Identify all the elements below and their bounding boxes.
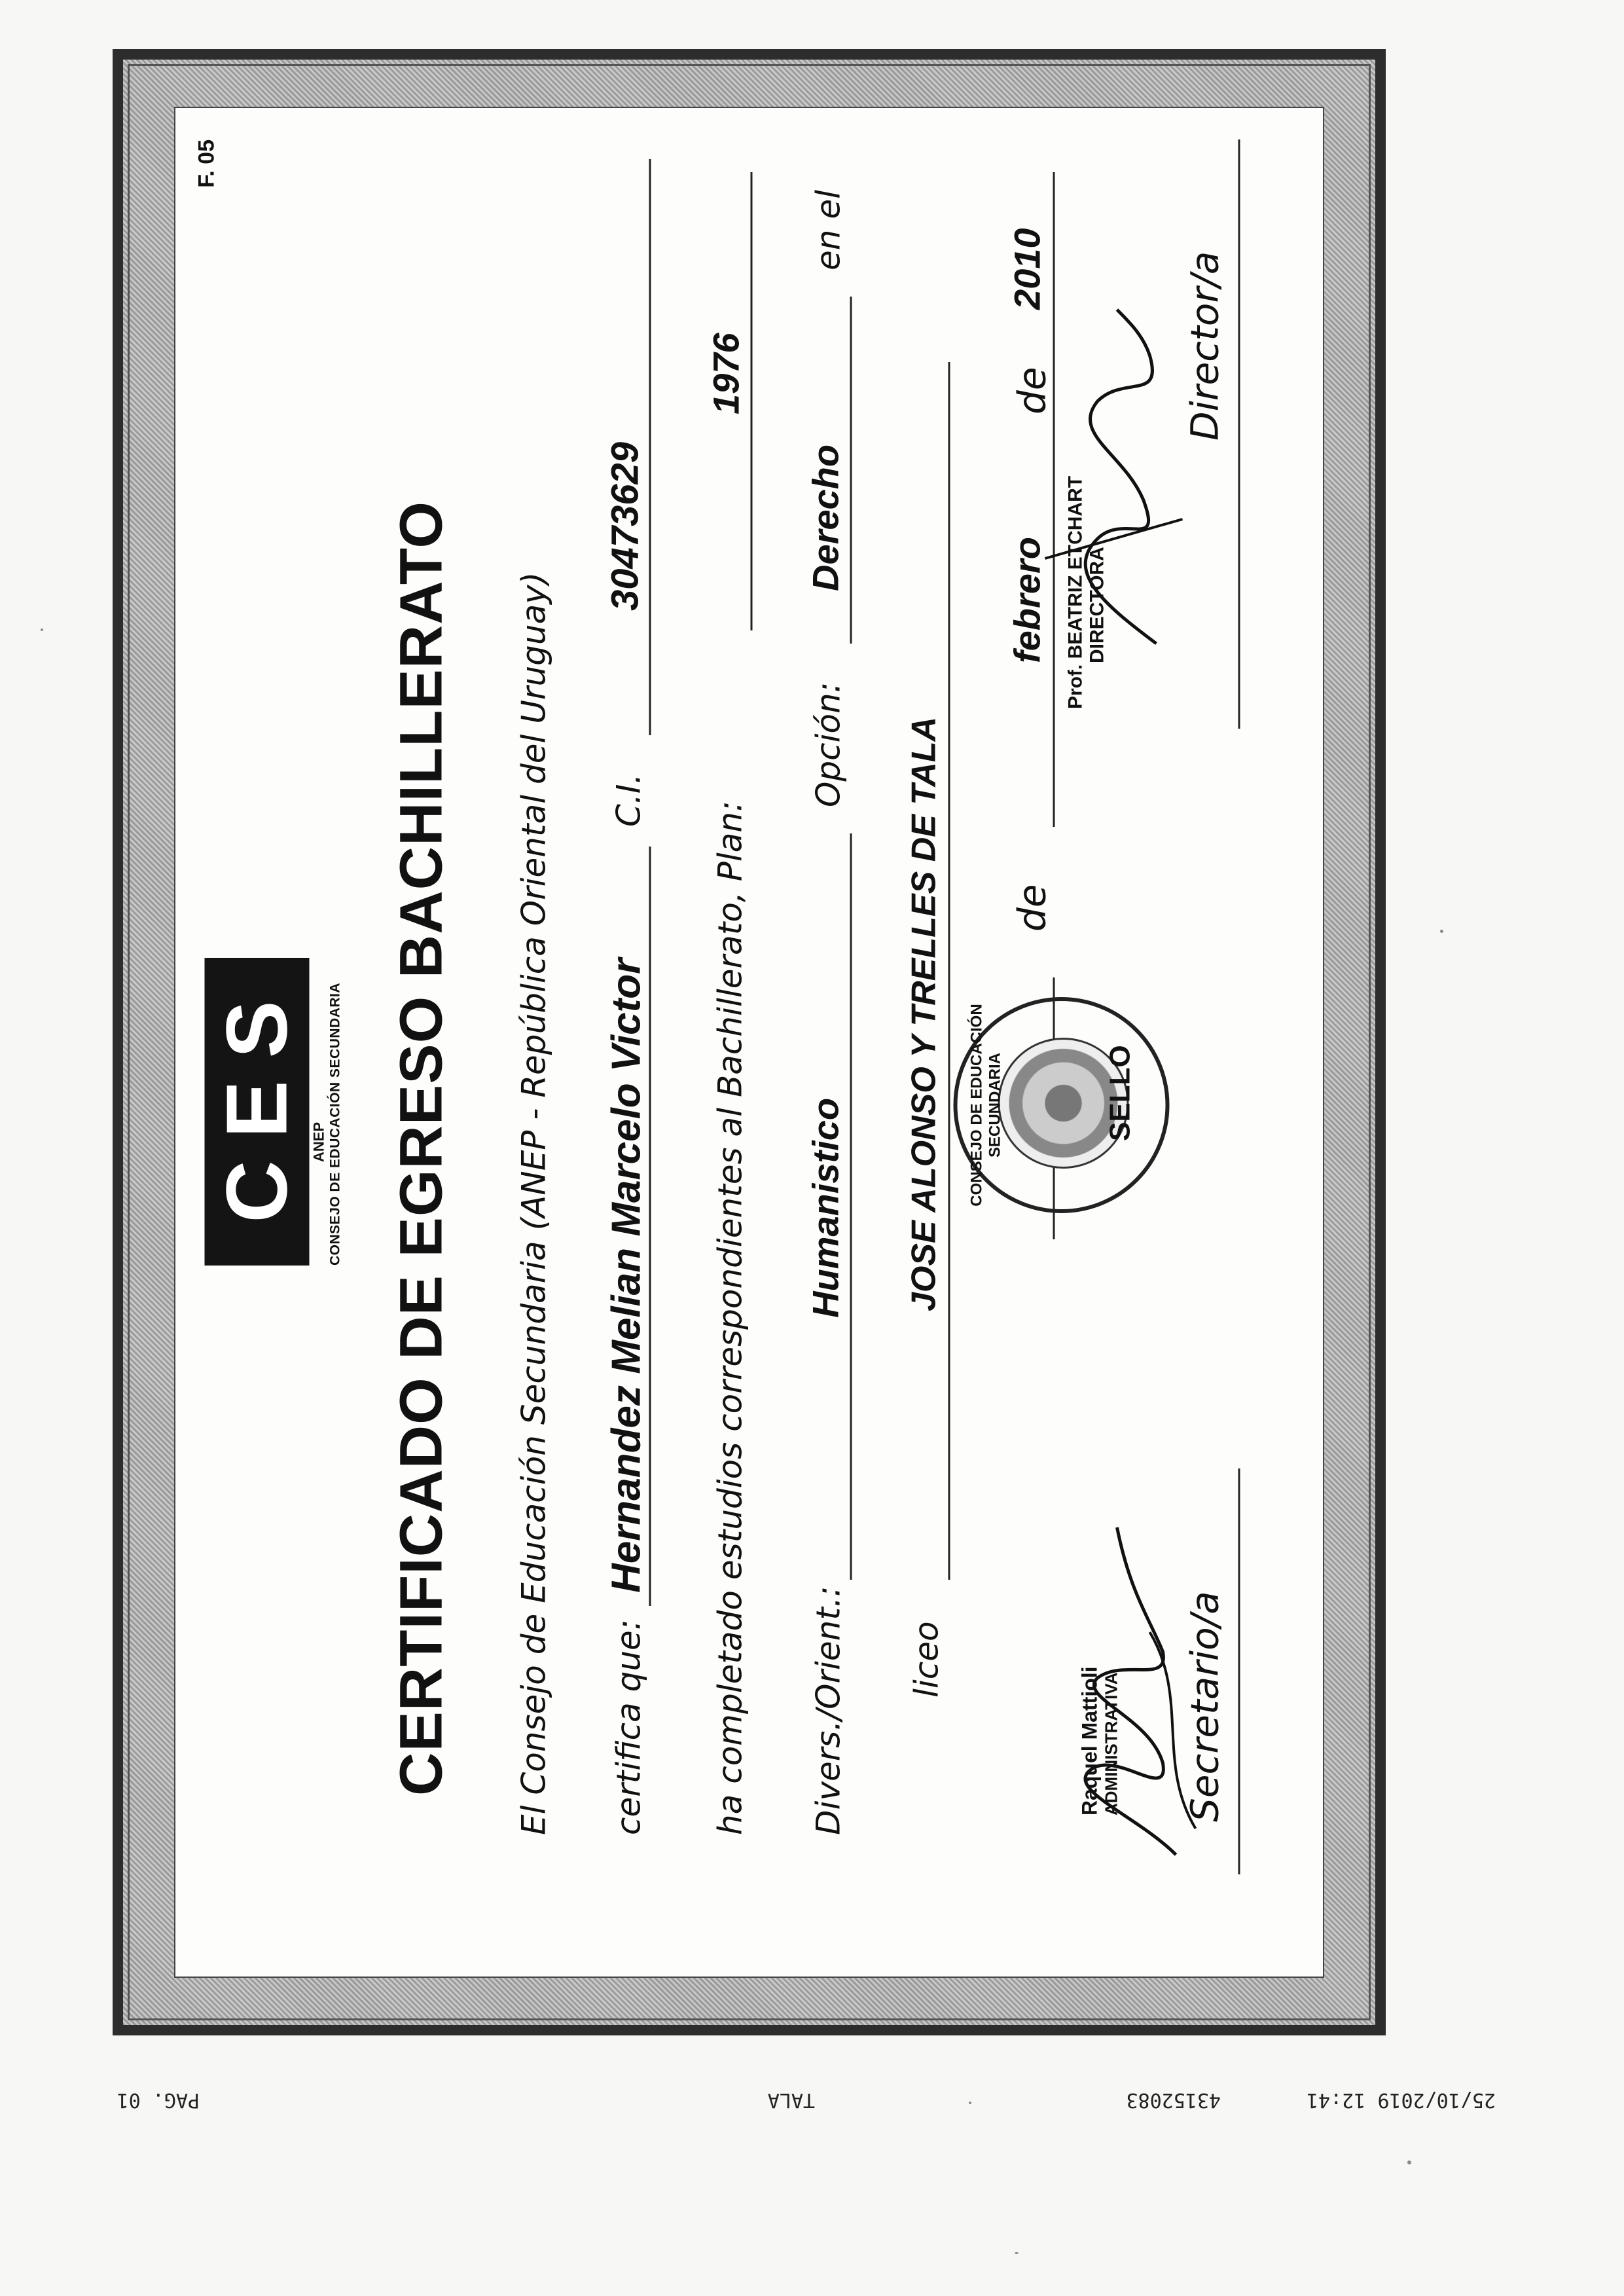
opcion-label: Opción:	[809, 682, 847, 807]
form-code: F. 05	[194, 139, 219, 188]
fax-datetime: 25/10/2019 12:41	[1307, 2088, 1496, 2111]
diversificacion-label: Divers./Orient.:	[809, 1586, 847, 1835]
ces-logo-subtitle: CONSEJO DE EDUCACIÓN SECUNDARIA	[327, 982, 342, 1266]
completado-label: ha completado estudios correspondientes al Bachillerato, Plan:	[711, 801, 749, 1835]
certificate-content	[174, 112, 1324, 1973]
ci-underline	[649, 159, 651, 735]
certifica-label: certifica que:	[609, 1619, 647, 1835]
director-role: Director/a	[1182, 251, 1227, 441]
scan-speck	[1407, 2160, 1411, 2164]
director-signature	[1025, 297, 1195, 663]
fax-number: 43152083	[1126, 2088, 1221, 2111]
fax-sender: TALA	[767, 2088, 815, 2111]
date-de-1: de	[1009, 884, 1054, 932]
liceo-value: JOSE ALONSO Y TRELLES DE TALA	[905, 716, 943, 1311]
secretary-signature-line	[1238, 1468, 1240, 1874]
liceo-underline	[948, 362, 950, 1580]
secretary-name: Raquel Mattioli	[1077, 1666, 1101, 1815]
certificate-inner-panel	[174, 107, 1324, 1978]
official-seal	[953, 997, 1169, 1213]
diversificacion-value: Humanistico	[804, 1097, 846, 1318]
scan-speck	[41, 629, 43, 631]
director-signature-line	[1238, 139, 1240, 729]
date-year: 2010	[1006, 228, 1047, 310]
anep-label: ANEP	[310, 1121, 327, 1162]
fax-header-line	[62, 2079, 1496, 2118]
secretary-stamp	[1077, 1666, 1121, 1815]
en-el-label: en el	[809, 190, 847, 270]
diversificacion-underline	[850, 833, 852, 1580]
opcion-underline	[850, 297, 852, 644]
opcion-value: Derecho	[804, 444, 846, 591]
director-stamp	[1064, 476, 1108, 709]
issuer-statement: El Consejo de Educación Secundaria (ANEP - República Oriental del Uruguay)	[514, 572, 552, 1835]
certificate-title: CERTIFICADO DE EGRESO BACHILLERATO	[388, 501, 454, 1796]
ces-logo-mark: CES	[204, 958, 309, 1266]
plan-underline	[750, 172, 752, 630]
secretary-role: Secretario/a	[1182, 1591, 1227, 1822]
date-month: febrero	[1006, 537, 1047, 663]
scan-speck	[1440, 930, 1443, 933]
ces-logo	[204, 958, 343, 1266]
date-de-2: de	[1009, 367, 1054, 414]
student-name: Hernandez Melian Marcelo Victor	[604, 958, 649, 1593]
director-title: DIRECTORA	[1086, 547, 1108, 663]
secretary-title: ADMINISTRATIVA	[1100, 1672, 1121, 1815]
seal-ring-text: CONSEJO DE EDUCACIÓN SECUNDARIA	[967, 1004, 1003, 1207]
certificate-frame	[113, 49, 1386, 2035]
liceo-label: liceo	[907, 1621, 945, 1698]
director-name: Prof. BEATRIZ ETCHART	[1064, 475, 1086, 709]
ci-number: 30473629	[604, 441, 646, 611]
sello-label: SELLO	[1104, 1045, 1136, 1141]
ci-label: C.I.	[609, 773, 647, 827]
scan-speck	[1015, 2252, 1019, 2254]
fax-page: PAG. 01	[117, 2088, 200, 2111]
plan-year: 1976	[705, 333, 746, 414]
